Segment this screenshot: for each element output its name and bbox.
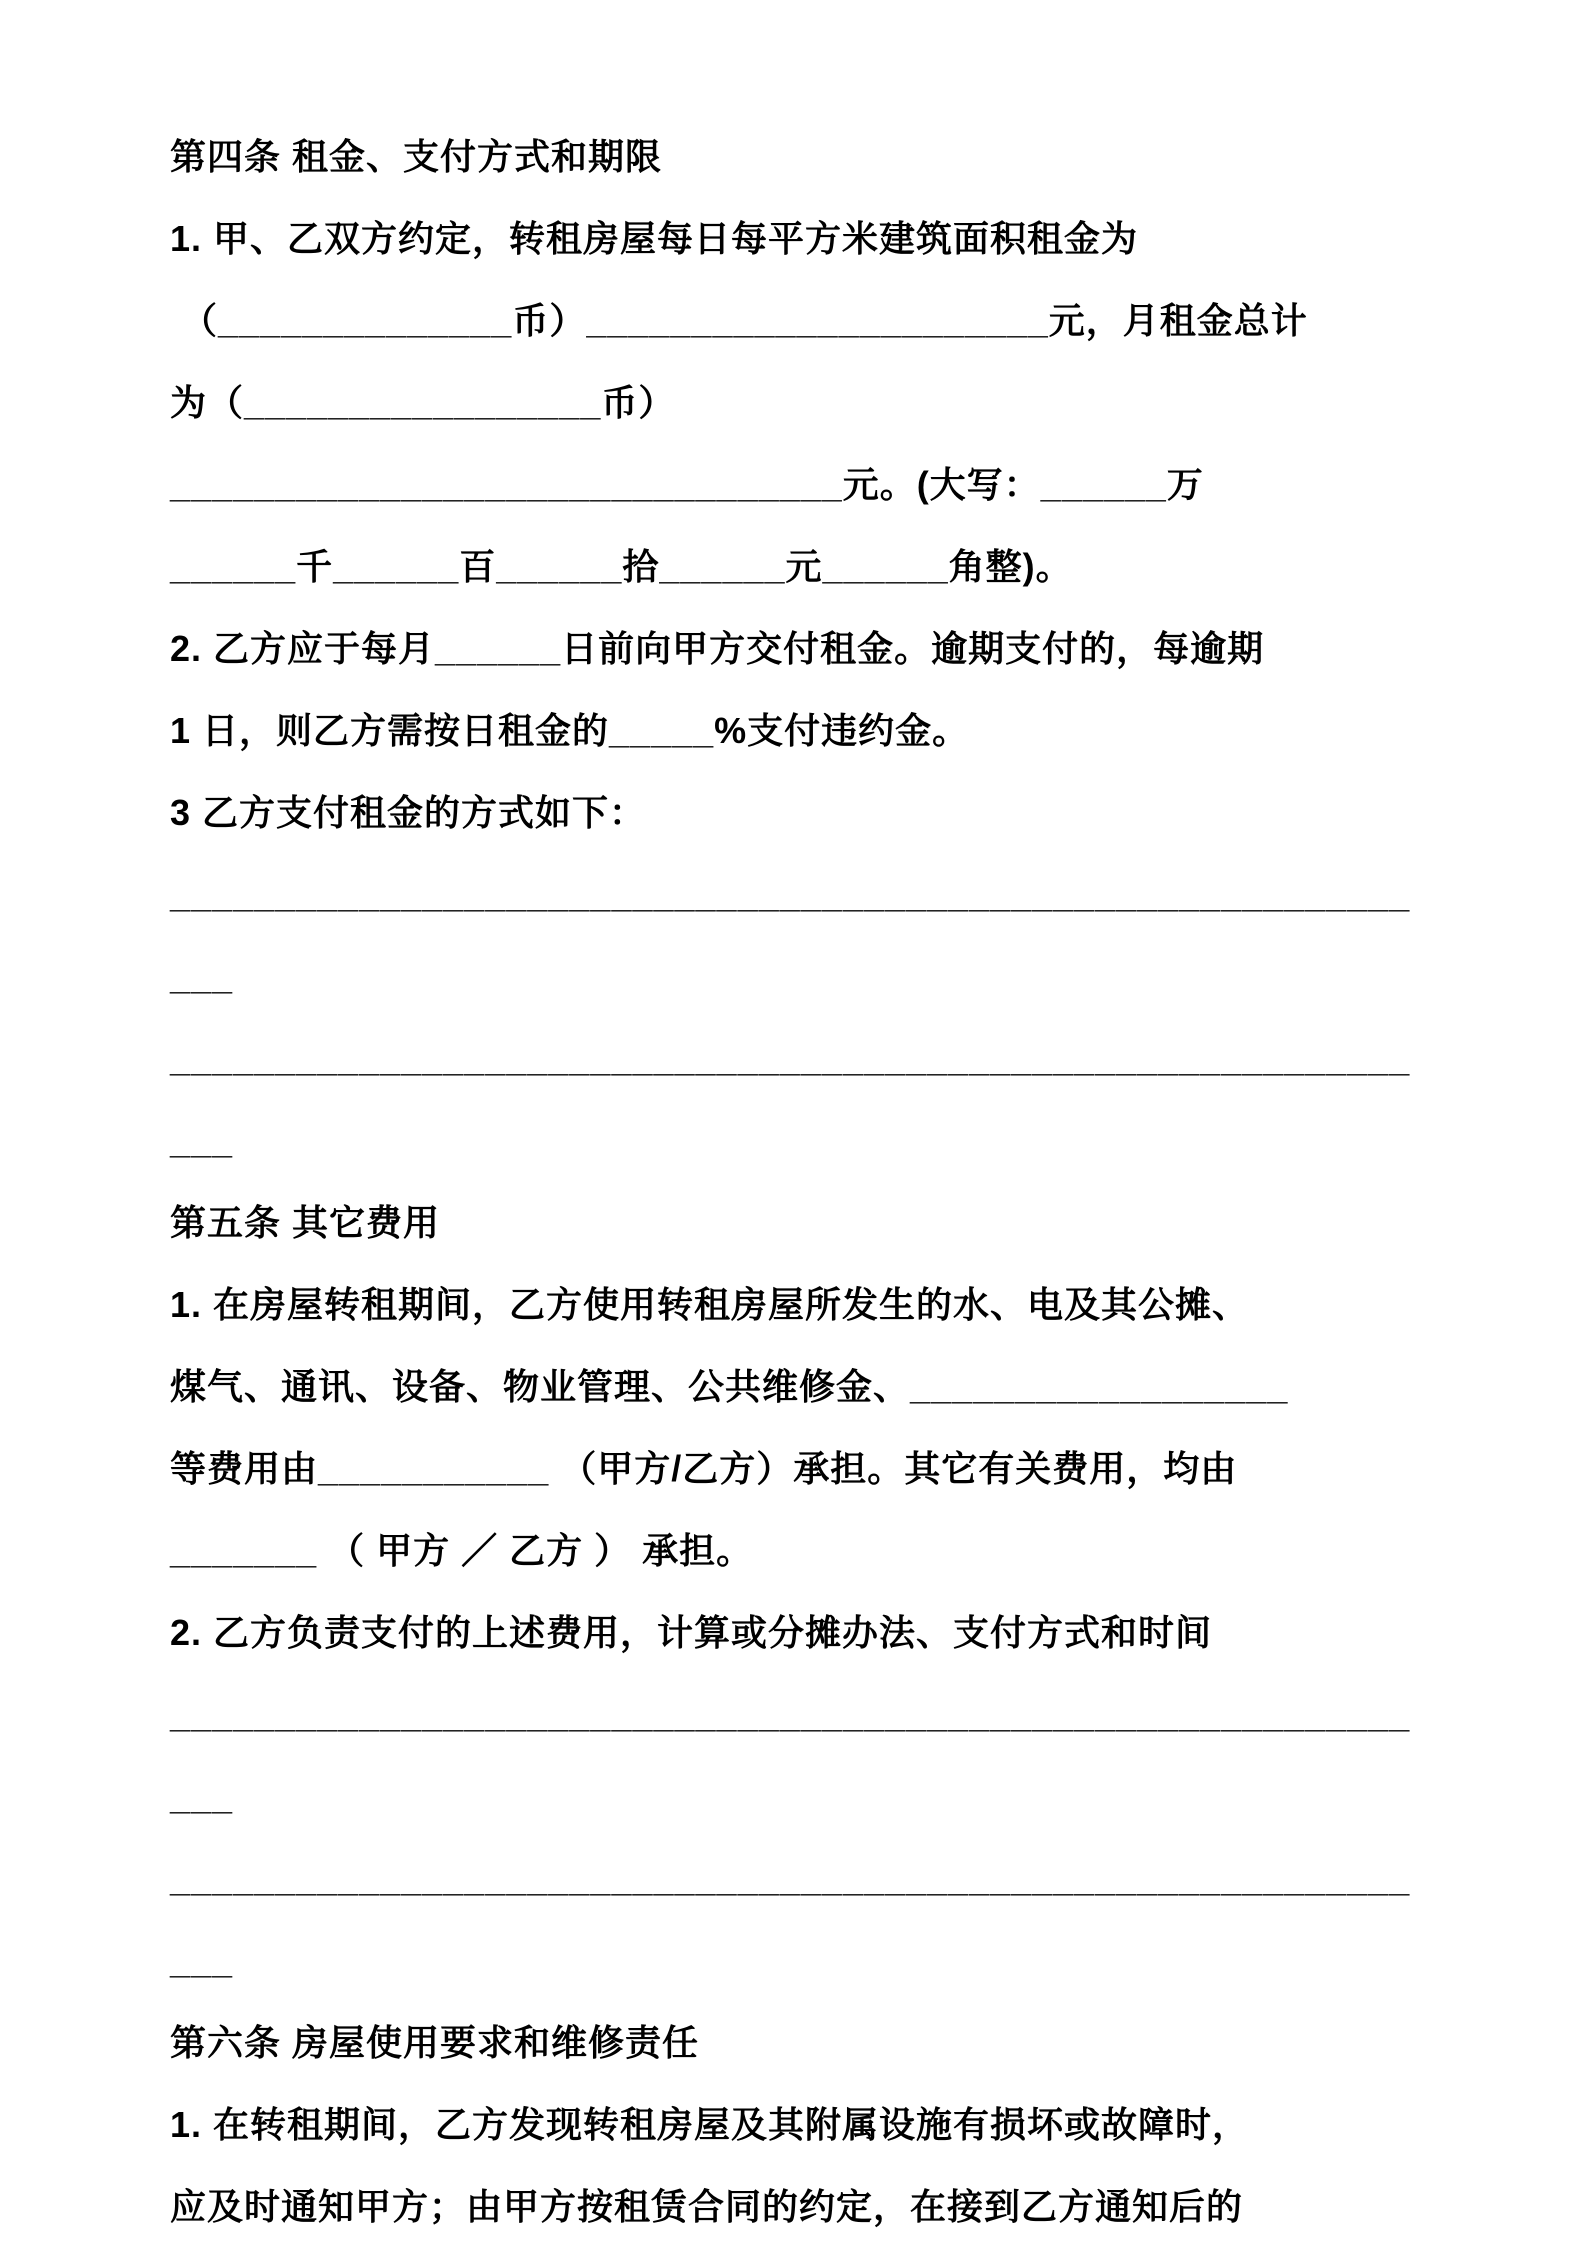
- section-heading: 第四条 租金、支付方式和期限: [170, 136, 663, 177]
- paragraph-line: 煤气、通讯、设备、物业管理、公共维修金、__________________: [170, 1366, 1289, 1407]
- fill-in-blank-line: ______________________________________________________________: [170, 1038, 1411, 1161]
- paragraph-line: 1 日，则乙方需按日租金的_____%支付违约金。: [170, 710, 970, 751]
- fill-in-blank-line: ______________________________________________________________: [170, 1858, 1411, 1981]
- fill-in-blank-line: ______________________________________________________________: [170, 1694, 1411, 1817]
- paragraph-line: 为（_________________币）: [170, 382, 676, 423]
- paragraph-line: ________________________________元。(大写：______万: [170, 464, 1204, 505]
- fill-in-blank-line: ______________________________________________________________: [170, 874, 1411, 997]
- paragraph-line: 2. 乙方应于每月______日前向甲方交付租金。逾期支付的，每逾期: [170, 628, 1265, 669]
- paragraph-line: 1. 在转租期间，乙方发现转租房屋及其附属设施有损坏或故障时，: [170, 2104, 1250, 2145]
- paragraph-line: 应及时通知甲方；由甲方按租赁合同的约定，在接到乙方通知后的: [170, 2186, 1244, 2227]
- document-body: [170, 116, 1428, 2248]
- section-heading: 第五条 其它费用: [170, 1202, 441, 1243]
- paragraph-line: _______ （ 甲方 ／ 乙方 ） 承担。: [170, 1530, 754, 1571]
- paragraph-line: ______千______百______拾______元______角整)。: [170, 546, 1073, 587]
- paragraph-line: 1. 甲、乙双方约定，转租房屋每日每平方米建筑面积租金为: [170, 218, 1139, 259]
- paragraph-line: （______________币）______________________元，月租金总计: [170, 300, 1308, 341]
- section-heading: 第六条 房屋使用要求和维修责任: [170, 2022, 700, 2063]
- paragraph-line: 1. 在房屋转租期间，乙方使用转租房屋所发生的水、电及其公摊、: [170, 1284, 1250, 1325]
- paragraph-line: 3 乙方支付租金的方式如下：: [170, 792, 647, 833]
- paragraph-line: 等费用由___________ （甲方/乙方）承担。其它有关费用，均由: [170, 1448, 1238, 1489]
- paragraph-line: 2. 乙方负责支付的上述费用，计算或分摊办法、支付方式和时间: [170, 1612, 1213, 1653]
